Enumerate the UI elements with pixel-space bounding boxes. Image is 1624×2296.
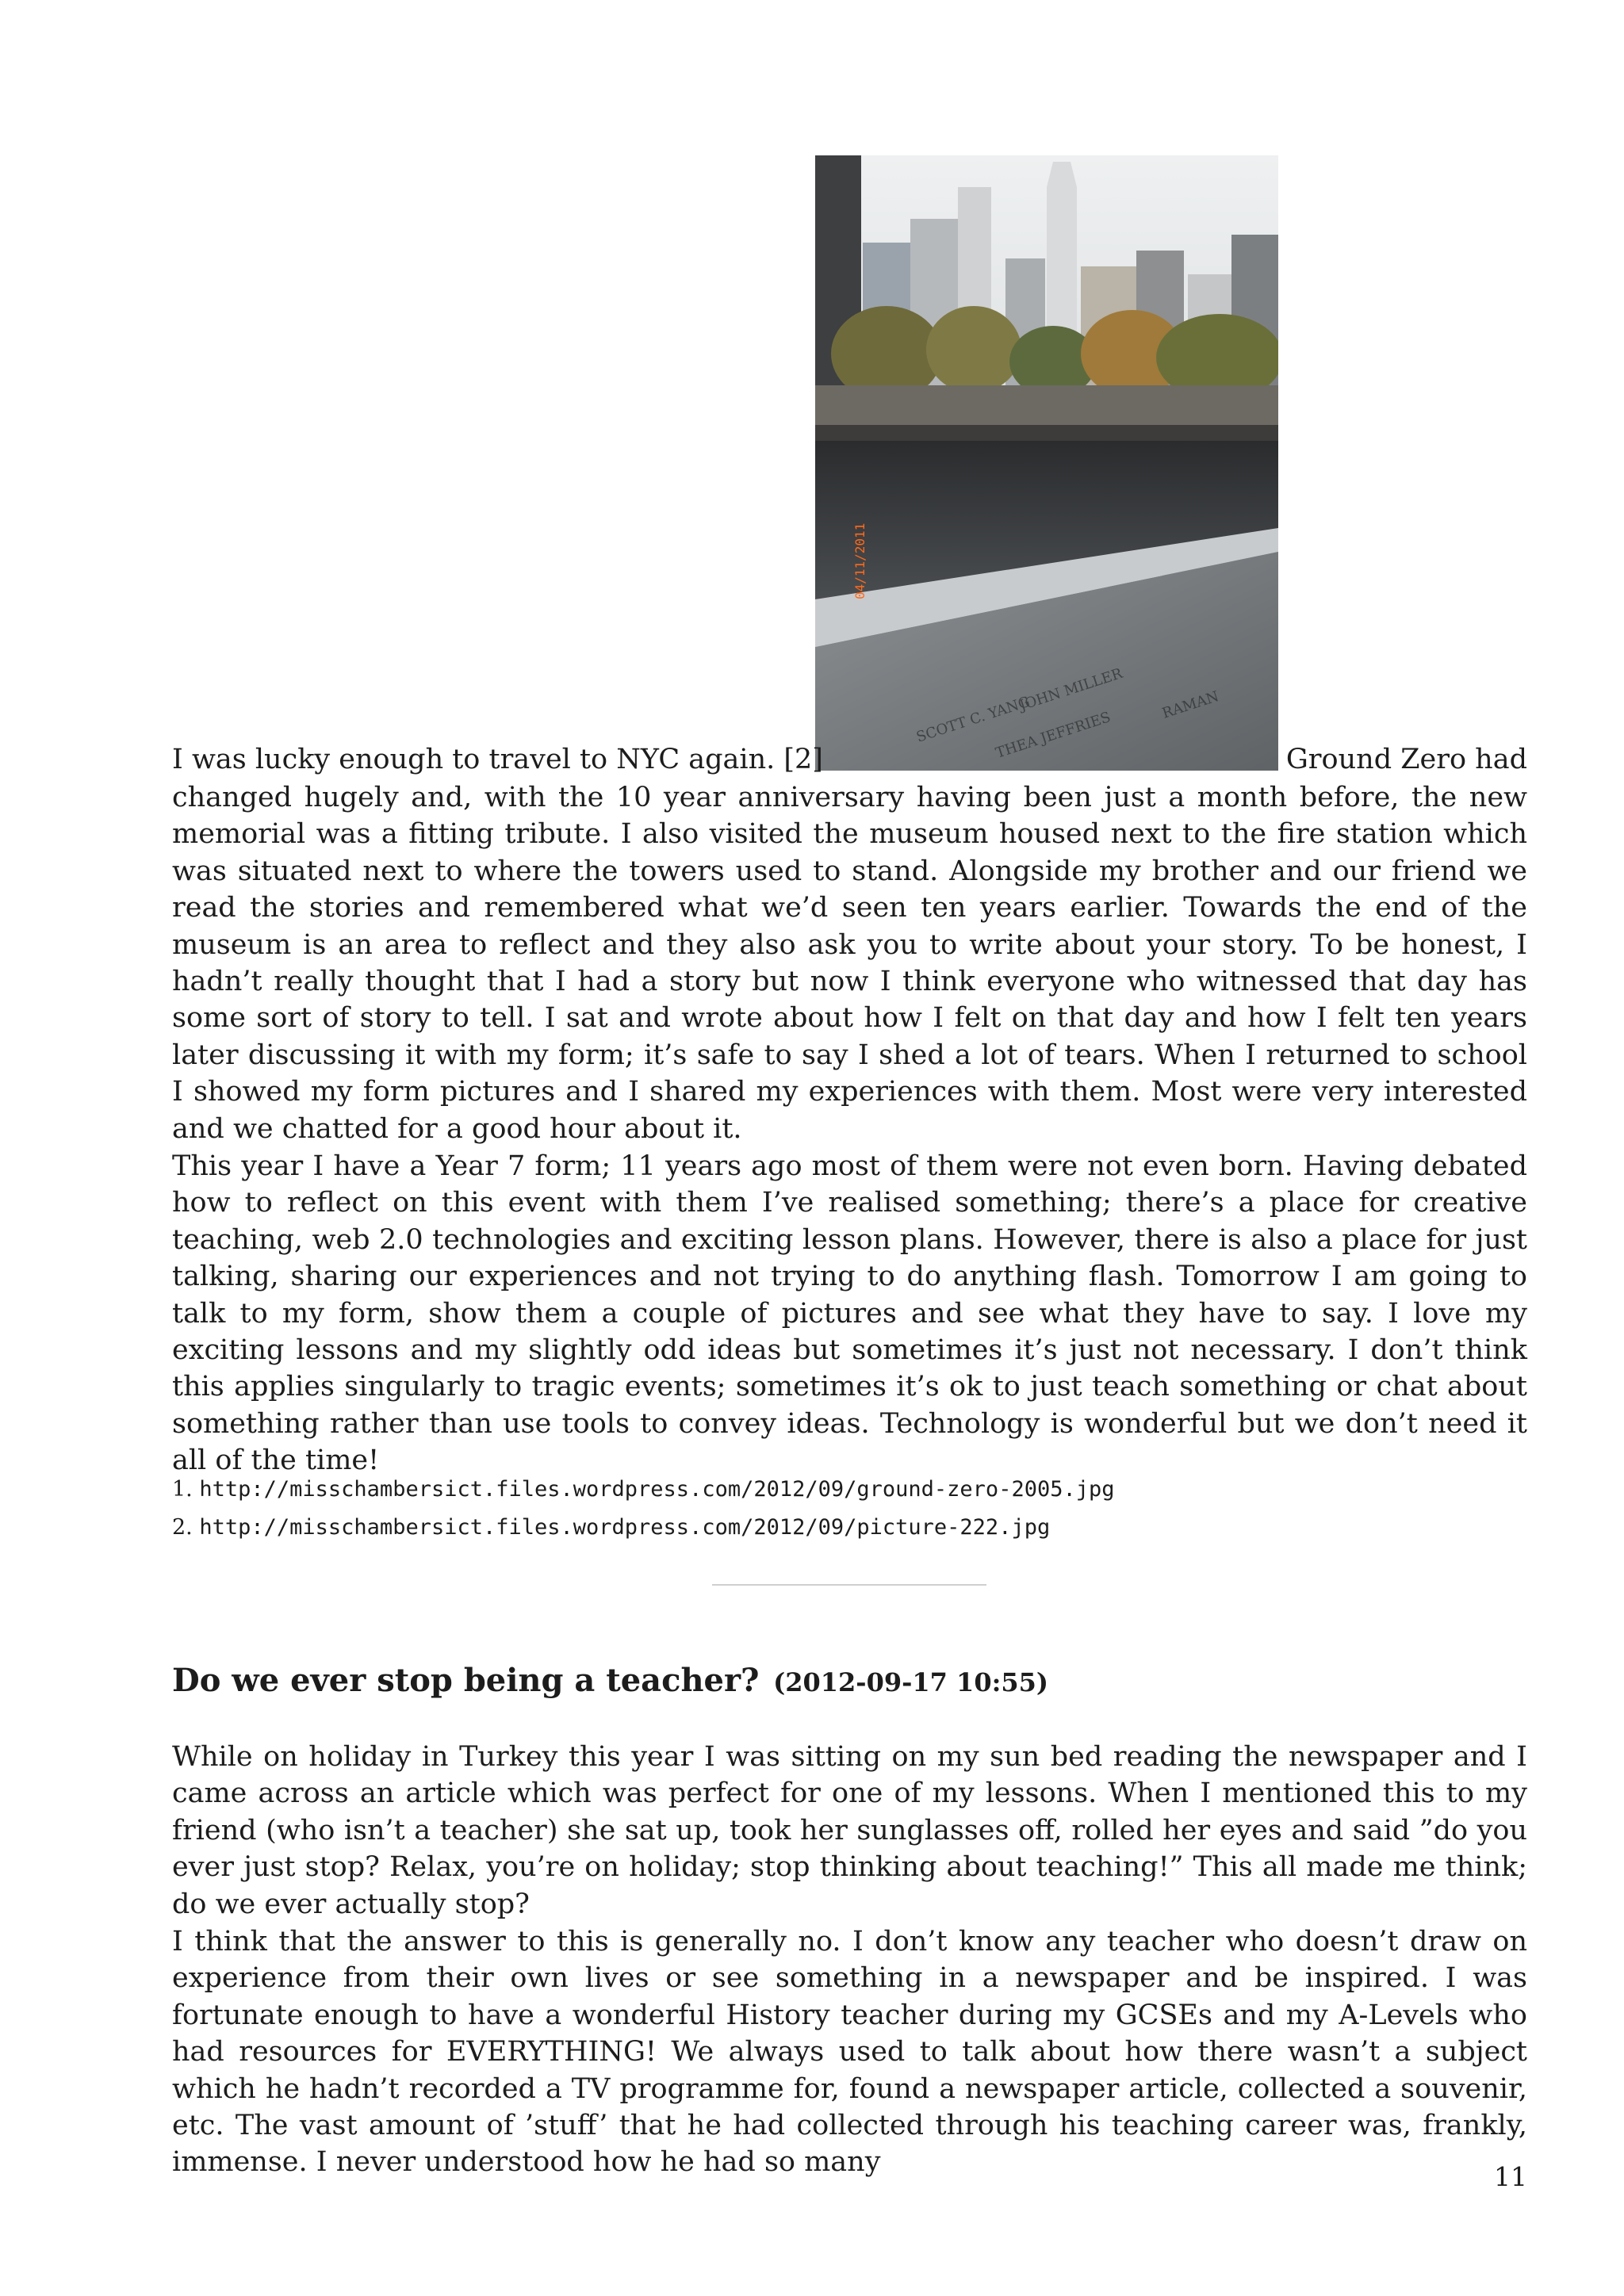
footnote-number: 2. <box>172 1515 193 1540</box>
ground-zero-memorial-photo <box>815 155 1278 771</box>
post1-paragraph-1: changed hugely and, with the 10 year anniversary having been just a month before, the new memorial was a fitting tribute. I also visited the museum housed next to the fire station which was situated next to where the towers used to stand. Alongside my brother and our friend we read the stories and remembered what we’d seen ten years earlier. Towards the end of the museum is an area to reflect and they also ask you to write about your story. To be honest, I hadn’t really thought that I had a story but now I think everyone who witnessed that day has some sort of story to tell. I sat and wrote about how I felt on that day and how I felt ten years later discussing it with my form; it’s safe to say I shed a lot of tears. When I returned to school I showed my form pictures and I shared my experiences with them. Most were very interested and we chatted for a good hour about it. <box>172 782 1527 1145</box>
photo-date-stamp: 04/11/2011 <box>852 522 868 599</box>
lead-text-right: Ground Zero had <box>1285 744 1527 775</box>
post-title: Do we ever stop being a teacher? <box>172 1662 760 1699</box>
engraved-name: SCOTT C. YANG <box>914 693 1032 746</box>
section-divider <box>712 1584 986 1586</box>
post-date: (2012-09-17 10:55) <box>773 1667 1049 1697</box>
footnote-link[interactable]: http://misschambersict.files.wordpress.com/2012/09/picture-222.jpg <box>199 1515 1051 1540</box>
engraved-name: JOHN MILLER <box>1017 664 1125 714</box>
engraved-name: THEA JEFFRIES <box>994 709 1113 762</box>
lead-text-left: I was lucky enough to travel to NYC again. [2] <box>172 744 823 775</box>
memorial-photo-illustration <box>815 155 1278 771</box>
footnote-link[interactable]: http://misschambersict.files.wordpress.com/2012/09/ground-zero-2005.jpg <box>199 1477 1115 1502</box>
footnote-item <box>172 1509 1115 1547</box>
footnote-number: 1. <box>172 1477 193 1502</box>
page-number: 11 <box>1494 2161 1527 2192</box>
post-heading <box>172 1662 1048 1699</box>
footnotes <box>172 1471 1115 1547</box>
footnote-item <box>172 1471 1115 1509</box>
post2-paragraph-2: I think that the answer to this is generally no. I don’t know any teacher who doesn’t draw on experience from their own lives or see something in a newspaper and be inspired. I was fortunate enough to have a wonderful History teacher during my GCSEs and my A-Levels who had resources for EVERYTHING! We always used to talk about how there wasn’t a subject which he hadn’t recorded a TV programme for, found a newspaper article, collected a souvenir, etc. The vast amount of ’stuff’ that he had collected through his teaching career was, frankly, immense. I never understood how he had so many <box>172 1926 1527 2179</box>
post1-paragraph-2: This year I have a Year 7 form; 11 years ago most of them were not even born. Having debated how to reflect on this event with them I’ve realised something; there’s a place for creative teaching, web 2.0 technologies and exciting lesson plans. However, there is also a place for just talking, sharing our experiences and not trying to do anything flash. Tomorrow I am going to talk to my form, show them a couple of pictures and see what they have to say. I love my exciting lessons and my slightly odd ideas but sometimes it’s just not necessary. I don’t think this applies singularly to tragic events; sometimes it’s ok to just teach something or chat about something rather than use tools to convey ideas. Technology is wonderful but we don’t need it all of the time! <box>172 1150 1527 1477</box>
engraved-name: RAMAN <box>1160 687 1221 722</box>
post2-paragraph-1: While on holiday in Turkey this year I was sitting on my sun bed reading the newspaper and I came across an article which was perfect for one of my lessons. When I mentioned this to my friend (who isn’t a teacher) she sat up, took her sunglasses off, rolled her eyes and said ”do you ever just stop? Relax, you’re on holiday; stop thinking about teaching!” This all made me think; do we ever actually stop? <box>172 1741 1527 1920</box>
